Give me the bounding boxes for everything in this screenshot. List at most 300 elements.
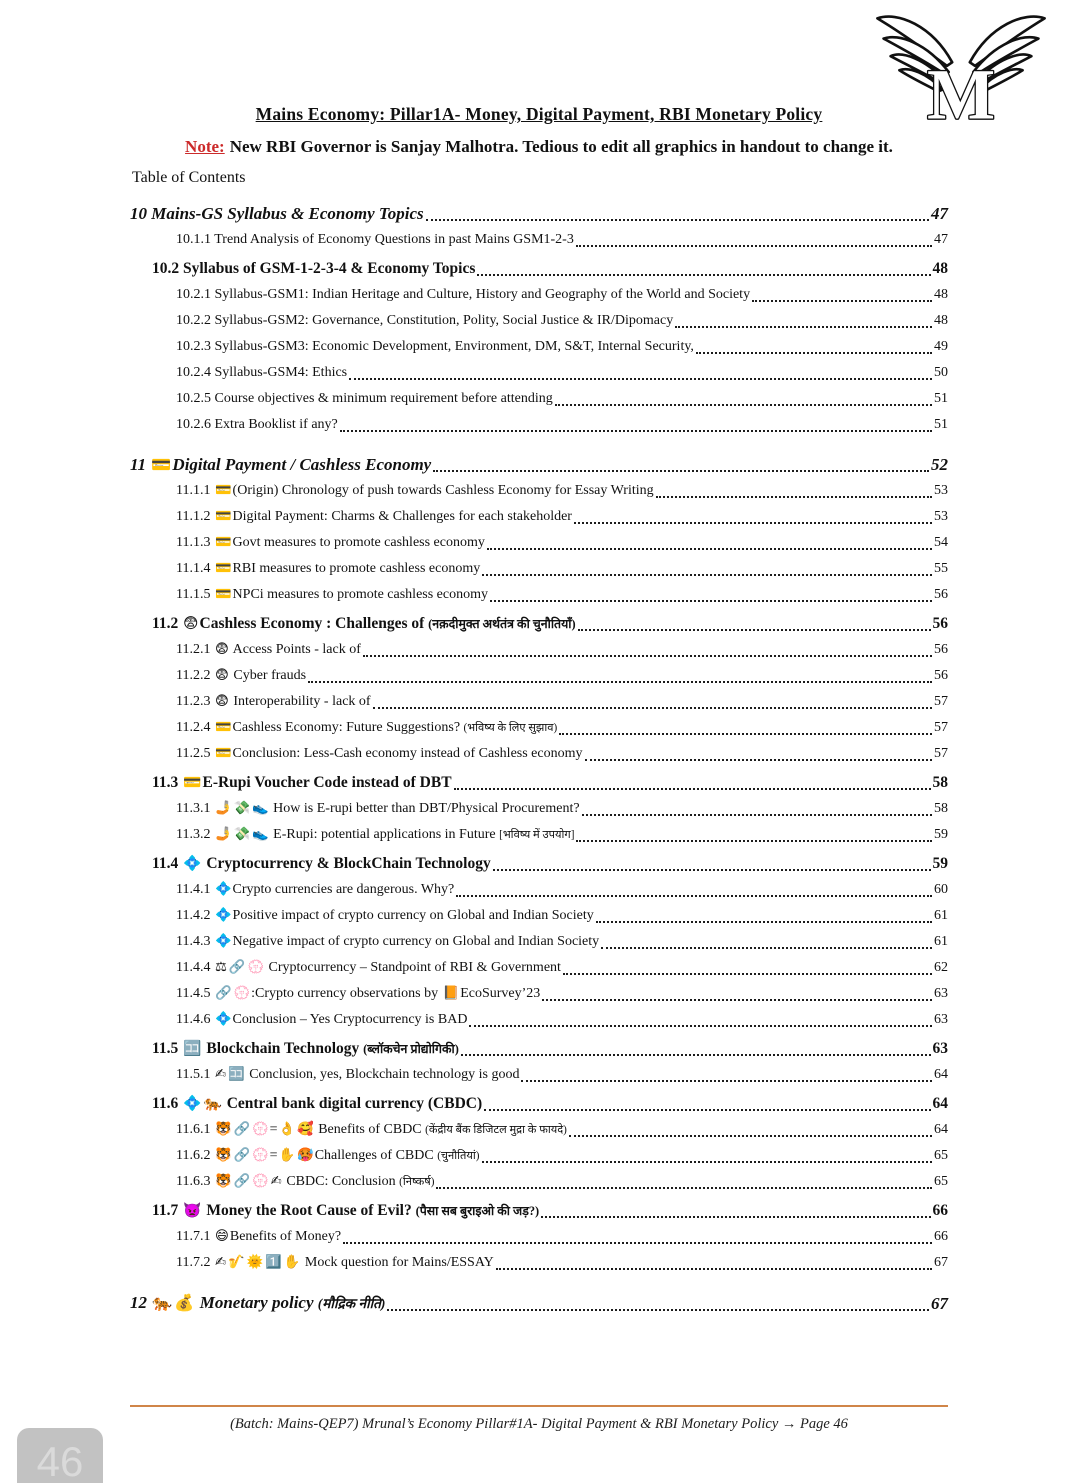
- toc-entry-text: 10.1.1 Trend Analysis of Economy Questions in past Mains GSM1-2-3: [176, 232, 574, 247]
- dotted-leader: [469, 1025, 932, 1027]
- white-flower-icon: 💮: [233, 986, 251, 1001]
- orange-book-icon: 📙: [442, 986, 460, 1001]
- footer-rule: [130, 1405, 948, 1407]
- toc-entry[interactable]: [176, 478, 948, 504]
- credit-card-icon: 💳: [151, 455, 172, 474]
- fearful-face-icon: 😨: [183, 615, 199, 632]
- hindi-subtitle: (चुनौतियां): [437, 1150, 480, 1162]
- dotted-leader: [576, 840, 932, 842]
- toc-entry-text: 11: [130, 455, 151, 474]
- diamond-icon: 💠: [214, 908, 232, 923]
- dotted-leader: [433, 470, 929, 472]
- toc-entry-text: Cyber frauds: [229, 668, 307, 683]
- toc-entry-text: 10.2.6 Extra Booklist if any?: [176, 417, 338, 432]
- toc-entry-text: 10 Mains-GS Syllabus & Economy Topics: [130, 204, 424, 223]
- toc-entry[interactable]: [152, 611, 948, 637]
- toc-entry[interactable]: [130, 201, 948, 227]
- toc-entry-label: [176, 583, 488, 607]
- toc-entry-label: [152, 1037, 459, 1061]
- toc-entry[interactable]: [176, 412, 948, 438]
- dotted-leader: [541, 1216, 930, 1218]
- toc-page-number: 63: [934, 986, 948, 1001]
- toc-entry-text: Benefits of Money?: [229, 1229, 342, 1244]
- money-bag-icon: 💰: [174, 1293, 195, 1312]
- toc-entry[interactable]: [152, 1036, 948, 1062]
- japanese-here-button-icon: 🈁: [228, 1067, 245, 1082]
- selfie-hand-icon: 🤳: [214, 801, 232, 816]
- money-with-wings-icon: 💸: [233, 827, 251, 842]
- toc-entry[interactable]: [176, 796, 948, 822]
- dotted-leader: [563, 973, 932, 975]
- toc-entry-text: Govt measures to promote cashless economy: [232, 535, 485, 550]
- toc-entry[interactable]: [176, 1224, 948, 1250]
- toc-entry[interactable]: [176, 637, 948, 663]
- raised-hand-icon: ✋: [283, 1255, 301, 1270]
- fearful-face-icon: 😨: [214, 694, 229, 709]
- toc-entry-label: [176, 335, 694, 359]
- toc-entry-text: Interoperability - lack of: [229, 694, 371, 709]
- saxophone-icon: 🎷: [228, 1255, 245, 1270]
- toc-entry-text: Central bank digital currency (CBDC): [222, 1095, 483, 1112]
- toc-entry[interactable]: [152, 256, 948, 282]
- toc-entry[interactable]: [176, 530, 948, 556]
- dotted-leader: [574, 522, 932, 524]
- toc-entry-text: 11.3.2: [176, 827, 214, 842]
- dotted-leader: [490, 600, 932, 602]
- dotted-leader: [373, 707, 932, 709]
- toc-entry-label: [176, 823, 574, 847]
- diamond-icon: 💠: [214, 882, 232, 897]
- dotted-leader: [542, 999, 932, 1001]
- toc-entry-label: [176, 228, 574, 252]
- toc-entry-label: [176, 716, 557, 740]
- toc-entry-text: Mock question for Mains/ESSAY: [301, 1255, 494, 1270]
- dotted-leader: [496, 1268, 932, 1270]
- toc-entry-text: 11.7: [152, 1202, 183, 1219]
- toc-page-number: 56: [934, 668, 948, 683]
- tiger-face-icon: 🐯: [214, 1174, 232, 1189]
- link-icon: 🔗: [233, 1122, 251, 1137]
- toc-page-number: 65: [934, 1148, 948, 1163]
- dotted-leader: [582, 814, 932, 816]
- diamond-icon: 💠: [214, 1012, 232, 1027]
- dotted-leader: [363, 655, 932, 657]
- credit-card-icon: 💳: [214, 483, 232, 498]
- toc-entry-label: [176, 904, 594, 928]
- dotted-leader: [308, 681, 932, 683]
- hindi-subtitle: (भविष्य के लिए सुझाव): [463, 722, 558, 734]
- toc-entry-label: [176, 1063, 519, 1087]
- toc-entry-text: 11.7.1: [176, 1229, 214, 1244]
- note-label: Note:: [185, 137, 225, 156]
- toc-entry[interactable]: [176, 1062, 948, 1088]
- credit-card-icon: 💳: [214, 561, 232, 576]
- toc-entry-text: 11.6.1: [176, 1122, 214, 1137]
- grinning-face-icon: 😄: [214, 1229, 229, 1244]
- toc-entry[interactable]: [152, 851, 948, 877]
- dotted-leader: [675, 326, 932, 328]
- toc-entry[interactable]: [176, 981, 948, 1007]
- page-footer: [130, 1405, 948, 1433]
- sun-with-face-icon: 🌞: [246, 1255, 264, 1270]
- toc-entry-text: 10.2.1 Syllabus-GSM1: Indian Heritage and Culture, History and Geography of the World and Society: [176, 287, 751, 302]
- toc-page-number: 64: [932, 1095, 948, 1112]
- dotted-leader: [454, 788, 931, 790]
- smiling-face-with-hearts-icon: 🥰: [297, 1122, 314, 1137]
- dotted-leader: [569, 1135, 932, 1137]
- toc-entry-text: 11.6.2: [176, 1148, 214, 1163]
- dotted-leader: [596, 921, 932, 923]
- dotted-leader: [436, 1187, 932, 1189]
- toc-entry-label: [176, 956, 561, 980]
- toc-entry-text: Challenges of CBDC: [314, 1148, 438, 1163]
- toc-entry-text: Negative impact of crypto currency on Global and Indian Society: [232, 934, 600, 949]
- toc-entry-text: Cryptocurrency – Standpoint of RBI & Government: [265, 960, 561, 975]
- toc-entry-label: [176, 557, 480, 581]
- hot-face-icon: 🥵: [297, 1148, 314, 1163]
- dotted-leader: [349, 378, 932, 380]
- toc-heading: Table of Contents: [132, 169, 246, 186]
- page-number-badge: 46: [17, 1428, 103, 1483]
- toc-page-number: 64: [934, 1122, 948, 1137]
- toc-entry-label: [176, 1118, 567, 1142]
- footer-text: (Batch: Mains-QEP7) Mrunal’s Economy Pillar#1A- Digital Payment & RBI Monetary Policy → Page 46: [230, 1416, 848, 1432]
- toc-page-number: 61: [934, 908, 948, 923]
- toc-entry-text: Cashless Economy : Challenges of: [199, 615, 429, 632]
- white-flower-icon: 💮: [252, 1122, 269, 1137]
- toc-entry-text: 11.6.3: [176, 1174, 214, 1189]
- toc-page-number: 56: [934, 642, 948, 657]
- toc-entry[interactable]: [176, 877, 948, 903]
- toc-entry-text: Access Points - lack of: [229, 642, 361, 657]
- toc-entry-label: [176, 505, 572, 529]
- toc-entry-text: 11.2.5: [176, 746, 214, 761]
- toc-entry-text: Conclusion – Yes Cryptocurrency is BAD: [232, 1012, 468, 1027]
- toc-entry-label: [130, 202, 424, 226]
- toc-entry[interactable]: [176, 334, 948, 360]
- toc-page-number: 59: [932, 855, 948, 872]
- credit-card-icon: 💳: [183, 774, 202, 791]
- toc-entry-label: [176, 309, 673, 333]
- toc-entry-text: 11.4.6: [176, 1012, 214, 1027]
- hindi-subtitle: (ब्लॉकचेन प्रोद्योगिकी): [363, 1042, 459, 1056]
- toc-entry-text: 11.4.2: [176, 908, 214, 923]
- dotted-leader: [521, 1080, 932, 1082]
- white-flower-icon: 💮: [247, 960, 265, 975]
- dotted-leader: [484, 1109, 930, 1111]
- toc-page-number: 58: [934, 801, 948, 816]
- toc-entry-text: Cryptocurrency & BlockChain Technology: [202, 855, 491, 872]
- white-flower-icon: 💮: [252, 1174, 269, 1189]
- dotted-leader: [456, 895, 932, 897]
- toc-entry[interactable]: [176, 582, 948, 608]
- toc-page-number: 59: [934, 827, 948, 842]
- toc-entry-text: CBDC: Conclusion: [282, 1174, 400, 1189]
- toc-entry-label: [176, 797, 580, 821]
- content-column: [130, 0, 948, 1317]
- toc-entry-label: [152, 1199, 539, 1223]
- toc-entry-text: EcoSurvey’23: [460, 986, 541, 1001]
- diamond-icon: 💠: [183, 1095, 202, 1112]
- dotted-leader: [461, 1054, 931, 1056]
- toc-entry-label: [176, 283, 750, 307]
- toc-entry-label: [176, 1251, 494, 1275]
- dotted-leader: [578, 629, 931, 631]
- toc-entry-label: [152, 852, 491, 876]
- toc-entry-label: [152, 257, 475, 281]
- dotted-leader: [585, 759, 933, 761]
- toc-entry-text: 10.2.4 Syllabus-GSM4: Ethics: [176, 365, 348, 380]
- toc-entry[interactable]: [176, 822, 948, 848]
- toc-entry-text: 11.2.3: [176, 694, 214, 709]
- toc-entry[interactable]: [176, 903, 948, 929]
- toc-entry[interactable]: [152, 770, 948, 796]
- toc-page-number: 63: [934, 1012, 948, 1027]
- toc-entry[interactable]: [176, 715, 948, 741]
- toc-page-number: 48: [934, 287, 948, 302]
- toc-entry[interactable]: [176, 1250, 948, 1276]
- toc-entry-text: 11.4: [152, 855, 183, 872]
- toc-entry[interactable]: [176, 1143, 948, 1169]
- hindi-subtitle: (मौद्रिक नीति): [317, 1296, 386, 1311]
- toc-entry-text: E-Rupi Voucher Code instead of DBT: [202, 774, 452, 791]
- raised-hand-icon: ✋: [278, 1148, 296, 1163]
- toc-entry-text: 11.3.1: [176, 801, 214, 816]
- toc-entry-text: 11.4.4: [176, 960, 214, 975]
- toc-entry-text: 10.2.5 Course objectives & minimum requirement before attending: [176, 391, 553, 406]
- fearful-face-icon: 😨: [214, 668, 229, 683]
- keycap-one-icon: 1️⃣: [265, 1255, 282, 1270]
- toc-entry-text: Digital Payment: Charms & Challenges for each stakeholder: [232, 509, 572, 524]
- toc-entry-text: 11.1.4: [176, 561, 214, 576]
- toc-page-number: 53: [934, 509, 948, 524]
- toc-entry-text: Money the Root Cause of Evil?: [202, 1202, 416, 1219]
- toc-entry-label: [130, 1291, 385, 1316]
- angry-face-with-horns-icon: 👿: [183, 1202, 202, 1219]
- toc-entry[interactable]: [176, 955, 948, 981]
- toc-entry[interactable]: [176, 1169, 948, 1195]
- diamond-icon: 💠: [183, 855, 202, 872]
- toc-entry[interactable]: [176, 282, 948, 308]
- toc-entry-text: 11.1.2: [176, 509, 214, 524]
- toc-entry-text: 11.4.1: [176, 882, 214, 897]
- toc-entry-text: 12: [130, 1293, 152, 1312]
- toc-entry-label: [176, 930, 599, 954]
- hindi-subtitle: (निष्कर्ष): [399, 1176, 435, 1188]
- link-icon: 🔗: [233, 1174, 251, 1189]
- toc-page-number: 52: [931, 455, 948, 474]
- dotted-leader: [601, 947, 932, 949]
- japanese-here-button-icon: 🈁: [183, 1040, 202, 1057]
- toc-entry-text: How is E-rupi better than DBT/Physical Procurement?: [269, 801, 580, 816]
- toc-entry-label: [176, 1225, 341, 1249]
- credit-card-icon: 💳: [214, 587, 232, 602]
- toc-entry[interactable]: [176, 929, 948, 955]
- toc-entry-text: =: [269, 1148, 278, 1163]
- toc-page-number: 51: [934, 391, 948, 406]
- toc-entry-text: Digital Payment / Cashless Economy: [172, 455, 432, 474]
- toc-entry-label: [176, 664, 306, 688]
- toc-page-number: 60: [934, 882, 948, 897]
- writing-hand-icon: ✍: [214, 1255, 227, 1270]
- toc-entry-text: 10.2.3 Syllabus-GSM3: Economic Development, Environment, DM, S&T, Internal Security,: [176, 339, 694, 354]
- white-flower-icon: 💮: [252, 1148, 269, 1163]
- toc-entry-text: Monetary policy: [195, 1293, 318, 1312]
- toc-entry-text: 11.2.1: [176, 642, 214, 657]
- toc-entry-label: [152, 1092, 482, 1116]
- toc-entry-label: [176, 878, 454, 902]
- toc-entry[interactable]: [176, 308, 948, 334]
- toc-page-number: 53: [934, 483, 948, 498]
- tiger-face-icon: 🐯: [214, 1148, 232, 1163]
- toc-entry[interactable]: [152, 1198, 948, 1224]
- hindi-subtitle: (पैसा सब बुराइओ की जड़?): [415, 1204, 540, 1218]
- toc-entry-text: =: [269, 1122, 278, 1137]
- toc-entry[interactable]: [130, 452, 948, 478]
- toc-entry[interactable]: [176, 556, 948, 582]
- dotted-leader: [482, 574, 932, 576]
- running-shoe-icon: 👟: [252, 801, 269, 816]
- toc-page-number: 51: [934, 417, 948, 432]
- toc-entry-text: Conclusion, yes, Blockchain technology is good: [245, 1067, 520, 1082]
- note-line: [130, 137, 948, 157]
- toc-entry[interactable]: [176, 227, 948, 253]
- ok-hand-icon: 👌: [278, 1122, 296, 1137]
- toc-page-number: 48: [932, 260, 948, 277]
- toc-entry-text: 11.2: [152, 615, 183, 632]
- toc-entry-label: [130, 453, 431, 477]
- link-icon: 🔗: [233, 1148, 251, 1163]
- toc-entry-label: [176, 690, 371, 714]
- dotted-leader: [493, 869, 931, 871]
- credit-card-icon: 💳: [214, 746, 232, 761]
- toc-page-number: 47: [931, 204, 948, 223]
- toc-page-number: 58: [932, 774, 948, 791]
- toc-entry-text: Conclusion: Less-Cash economy instead of Cashless economy: [232, 746, 583, 761]
- toc-entry-text: :Crypto currency observations by: [251, 986, 442, 1001]
- toc-entry[interactable]: [176, 360, 948, 386]
- dotted-leader: [576, 245, 932, 247]
- toc-entry[interactable]: [176, 386, 948, 412]
- toc-page-number: 62: [934, 960, 948, 975]
- toc-entry[interactable]: [176, 504, 948, 530]
- toc-entry-label: [176, 1170, 434, 1194]
- toc-page-number: 63: [932, 1040, 948, 1057]
- toc-entry-label: [176, 742, 583, 766]
- dotted-leader: [487, 548, 932, 550]
- hindi-subtitle: (केंद्रीय बैंक डिजिटल मुद्रा के फायदे): [425, 1124, 567, 1136]
- toc-entry[interactable]: [176, 1007, 948, 1033]
- toc-page-number: 67: [934, 1255, 948, 1270]
- toc-entry-label: [176, 479, 654, 503]
- toc-entry-text: Benefits of CBDC: [314, 1122, 426, 1137]
- toc-entry-text: Blockchain Technology: [202, 1040, 364, 1057]
- toc-entry-text: 11.2.4: [176, 720, 214, 735]
- toc-entry-text: Positive impact of crypto currency on Global and Indian Society: [232, 908, 594, 923]
- toc-page-number: 56: [932, 615, 948, 632]
- writing-hand-icon: ✍: [214, 1067, 227, 1082]
- writing-hand-icon: ✍: [270, 1174, 282, 1189]
- toc-entry[interactable]: [176, 741, 948, 767]
- toc-entry-text: Cashless Economy: Future Suggestions?: [232, 720, 464, 735]
- toc-entry[interactable]: [176, 689, 948, 715]
- fearful-face-icon: 😨: [214, 642, 229, 657]
- toc-entry-text: 11.2.2: [176, 668, 214, 683]
- toc-page-number: 49: [934, 339, 948, 354]
- toc-entry-label: [176, 982, 540, 1006]
- toc-page-number: 56: [934, 587, 948, 602]
- table-of-contents: [130, 201, 948, 1317]
- toc-entry-text: 11.1.5: [176, 587, 214, 602]
- toc-entry-label: [152, 771, 452, 795]
- toc-entry-text: RBI measures to promote cashless economy: [232, 561, 481, 576]
- dotted-leader: [656, 496, 932, 498]
- link-icon: 🔗: [214, 986, 232, 1001]
- toc-page-number: 55: [934, 561, 948, 576]
- credit-card-icon: 💳: [214, 535, 232, 550]
- toc-page-number: 66: [934, 1229, 948, 1244]
- toc-page-number: 48: [934, 313, 948, 328]
- toc-entry-text: NPCi measures to promote cashless economy: [232, 587, 488, 602]
- toc-entry-text: E-Rupi: potential applications in Future: [269, 827, 500, 842]
- toc-entry-text: Crypto currencies are dangerous. Why?: [232, 882, 455, 897]
- toc-entry-text: 11.1.3: [176, 535, 214, 550]
- toc-entry-text: 11.1.1: [176, 483, 214, 498]
- toc-page-number: 64: [934, 1067, 948, 1082]
- toc-entry[interactable]: [152, 1091, 948, 1117]
- hindi-subtitle: (नक़दीमुक्त अर्थतंत्र की चुनौतियाँ): [428, 617, 576, 631]
- toc-page-number: 61: [934, 934, 948, 949]
- credit-card-icon: 💳: [214, 509, 232, 524]
- toc-page-number: 57: [934, 720, 948, 735]
- toc-page-number: 66: [932, 1202, 948, 1219]
- toc-entry-text: 10.2.2 Syllabus-GSM2: Governance, Constitution, Polity, Social Justice & IR/Dipomacy: [176, 313, 674, 328]
- toc-entry[interactable]: [176, 663, 948, 689]
- dotted-leader: [426, 219, 929, 221]
- tiger-icon: 🐅: [203, 1095, 222, 1112]
- running-shoe-icon: 👟: [252, 827, 269, 842]
- logo-letter-m: M: [926, 54, 996, 135]
- toc-page-number: 54: [934, 535, 948, 550]
- dotted-leader: [555, 404, 932, 406]
- tiger-icon: 🐅: [152, 1293, 173, 1312]
- toc-entry-label: [176, 531, 485, 555]
- dotted-leader: [696, 352, 932, 354]
- dotted-leader: [482, 1161, 932, 1163]
- toc-page-number: 57: [934, 694, 948, 709]
- toc-entry[interactable]: [130, 1290, 948, 1317]
- toc-entry-text: 10.2 Syllabus of GSM-1-2-3-4 & Economy Topics: [152, 260, 476, 277]
- dotted-leader: [559, 733, 932, 735]
- toc-entry-text: 11.4.3: [176, 934, 214, 949]
- toc-entry-label: [176, 361, 347, 385]
- toc-entry-label: [152, 612, 576, 636]
- toc-page-number: 50: [934, 365, 948, 380]
- toc-entry-text: (Origin) Chronology of push towards Cashless Economy for Essay Writing: [232, 483, 654, 498]
- toc-entry-label: [176, 1008, 467, 1032]
- toc-entry-label: [176, 387, 553, 411]
- toc-page-number: 47: [934, 232, 948, 247]
- dotted-leader: [752, 300, 932, 302]
- tiger-face-icon: 🐯: [214, 1122, 232, 1137]
- toc-page-number: 65: [934, 1174, 948, 1189]
- diamond-icon: 💠: [214, 934, 232, 949]
- toc-entry-text: 11.5.1: [176, 1067, 214, 1082]
- toc-page-number: 57: [934, 746, 948, 761]
- toc-entry[interactable]: [176, 1117, 948, 1143]
- toc-entry-text: 11.6: [152, 1095, 183, 1112]
- toc-entry-label: [176, 638, 361, 662]
